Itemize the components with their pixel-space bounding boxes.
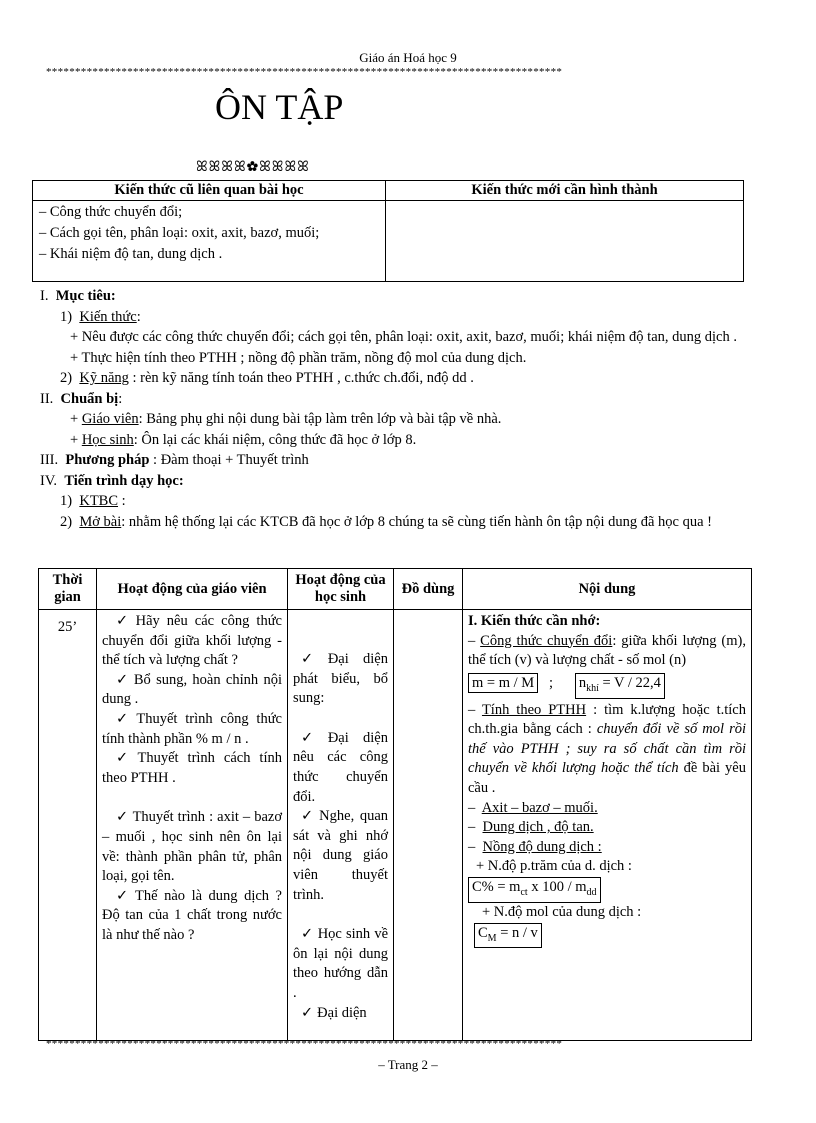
process-item-1: 1) KTBC : (60, 493, 126, 509)
prep-heading: II. Chuẩn bị: (40, 390, 123, 407)
content-heading: I. Kiến thức cần nhớ: (468, 613, 601, 629)
footer-divider: ***************************************************************************************** (46, 1038, 563, 1050)
time-cell: 25’ (39, 610, 97, 1041)
content-percent: + N.độ p.trăm của d. dịch : (476, 858, 632, 875)
objective-knowledge-2: + Thực hiện tính theo PTHH ; nồng độ phần trăm, nồng độ mol của dung dịch. (70, 349, 527, 366)
ornament: ꕤꕤꕤꕤ✿ꕤꕤꕤꕤ (196, 160, 310, 175)
teacher-activity: ✓ Thuyết trình công thức tính thành phần % m / n . (102, 710, 282, 747)
check-icon: ✓ (116, 887, 132, 904)
teacher-activity: ✓ Bổ sung, hoàn chỉnh nội dung . (102, 671, 282, 708)
formula-molar: $C_M = n / v$ (474, 923, 542, 949)
objective-knowledge-1: + Nêu được các công thức chuyển đổi; cách gọi tên, phân loại: oxit, axit, bazơ, muối; khái niệm độ tan, dung dịch . (70, 329, 737, 345)
check-icon: ✓ (116, 613, 132, 629)
page-number: – Trang 2 – (378, 1057, 438, 1072)
prep-teacher: + Giáo viên: Bảng phụ ghi nội dung bài tập làm trên lớp và bài tập về nhà. (70, 411, 502, 427)
formula-row-3 (468, 923, 746, 949)
check-icon: ✓ (116, 671, 130, 688)
objectives-heading: I. Mục tiêu: (40, 288, 116, 304)
new-knowledge-cell (386, 201, 744, 282)
skills-line: 2) Kỹ năng : rèn kỹ năng tính toán theo PTHH , c.thức ch.đổi, nđộ dd . (60, 370, 474, 386)
old-knowledge-item: – Khái niệm độ tan, dung dịch . (39, 246, 223, 262)
col-header-content: Nội dung (463, 569, 752, 610)
old-knowledge-item: – Công thức chuyển đổi; (39, 204, 183, 220)
student-activity: ✓ Đại diện phát biểu, bổ sung: (293, 651, 388, 707)
content-acid-base: – Axit – bazơ – muối. (468, 799, 598, 816)
formula-row-2 (468, 877, 746, 903)
content-cell (463, 610, 752, 1041)
check-icon: ✓ (301, 808, 316, 825)
activities-table (38, 568, 752, 1041)
formula-percent: $C\% = m_{ct}$ x $100 / m_{dd}$ (468, 877, 601, 903)
check-icon: ✓ (116, 809, 129, 826)
new-knowledge-header: Kiến thức mới cần hình thành (386, 181, 744, 201)
page-title: ÔN TẬP (215, 87, 344, 127)
col-header-teacher: Hoạt động của giáo viên (97, 569, 288, 610)
formula-row-1: m = m / M ; $n_{khí} = V / 22,4$ (468, 673, 746, 699)
check-icon: ✓ (116, 750, 134, 767)
student-cell (288, 610, 394, 1041)
formula-gas: $n_{khí} = V / 22,4$ (575, 673, 665, 699)
check-icon: ✓ (301, 651, 324, 667)
check-icon: ✓ (301, 729, 324, 746)
col-header-time: Thời gian (39, 569, 97, 610)
check-icon: ✓ (301, 926, 314, 943)
check-icon: ✓ (301, 1004, 314, 1021)
content-concentration: – Nồng độ dung dịch : (468, 838, 602, 855)
col-header-student: Hoạt động của học sinh (288, 569, 394, 610)
content-pthh: – Tính theo PTHH : tìm k.lượng hoặc t.tích ch.th.gia bằng cách : chuyển đổi về số mol rồi thế vào PTHH ; suy ra số chất cần tìm rồi chuyển về khối lượng hoặc thể tích đề bài yêu cầu . (468, 701, 746, 797)
student-activity: ✓ Học sinh về ôn lại nội dung theo hướng dẫn . (293, 926, 389, 1001)
prep-student: + Học sinh: Ôn lại các khái niệm, công thức đã học ở lớp 8. (70, 431, 417, 448)
page-header: Giáo án Hoá học 9 (359, 50, 457, 65)
process-heading: IV. Tiến trình dạy học: (40, 472, 184, 489)
knowledge-subheading: 1) Kiến thức: (60, 308, 141, 325)
content-molar: + N.độ mol của dung dịch : (482, 903, 642, 920)
student-activity: ✓ Nghe, quan sát và ghi nhớ nội dung giáo viên thuyết trình. (293, 808, 388, 903)
student-activity: ✓ Đại diện nêu các công thức chuyển đổi. (293, 729, 388, 805)
lesson-body (40, 286, 750, 532)
method-line: III. Phương pháp : Đàm thoại + Thuyết trình (40, 452, 309, 468)
old-knowledge-header: Kiến thức cũ liên quan bài học (33, 181, 386, 201)
teacher-activity: ✓ Thuyết trình : axit – bazơ – muối , học sinh nên ôn lại về: thành phần phân tử, phân loại, gọi tên. (102, 809, 282, 885)
teacher-activity: ✓ Thuyết trình cách tính theo PTHH . (102, 750, 282, 786)
content-conversion: – Công thức chuyển đổi: giữa khối lượng (m), thể tích (v) và lượng chất - số mol (n) (468, 632, 746, 669)
formula-mass: m = m / M (468, 673, 538, 693)
teacher-activity: ✓ Thế nào là dung dịch ? Độ tan của 1 chất trong nước là như thế nào ? (102, 887, 282, 943)
process-item-2: 2) Mở bài: nhằm hệ thống lại các KTCB đã học ở lớp 8 chúng ta sẽ cùng tiến hành ôn tập nội dung đã học qua ! (60, 513, 713, 530)
content-solution: – Dung dịch , độ tan. (468, 819, 594, 836)
check-icon: ✓ (116, 710, 133, 727)
teacher-activity: ✓ Hãy nêu các công thức chuyển đổi giữa khối lượng - thể tích và lượng chất ? (102, 613, 282, 669)
header-divider: ***************************************************************************************** (46, 66, 563, 78)
student-activity: ✓ Đại diện (301, 1004, 367, 1021)
old-knowledge-item: – Cách gọi tên, phân loại: oxit, axit, bazơ, muối; (39, 225, 320, 241)
teacher-cell (97, 610, 288, 1041)
col-header-materials: Đồ dùng (394, 569, 463, 610)
knowledge-table (32, 180, 744, 282)
materials-cell (394, 610, 463, 1041)
